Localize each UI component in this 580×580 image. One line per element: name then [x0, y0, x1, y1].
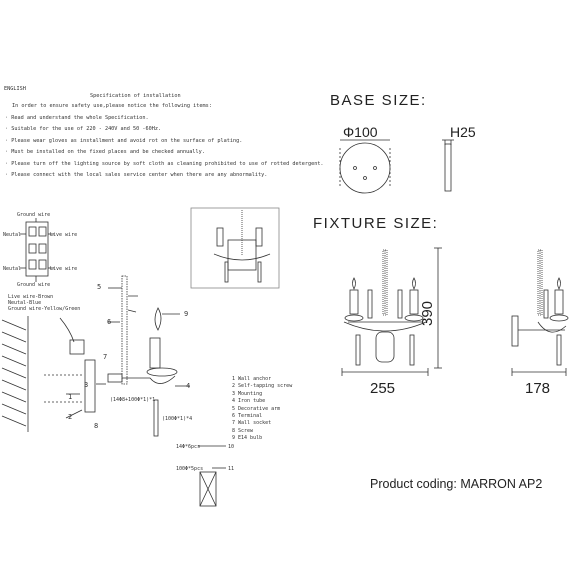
fixture-size-title: FIXTURE SIZE: — [313, 215, 439, 232]
crystal-a-label: 14Φ*6pcs — [176, 444, 201, 450]
callout-9: 9 — [184, 310, 189, 318]
fixture-width-dim: 255 — [370, 380, 396, 397]
spec-line: · Please connect with the local sales service center when there are any abnormality. — [5, 172, 268, 178]
callout-3: 3 — [84, 381, 89, 389]
terminal-block-diagram — [20, 218, 54, 282]
legend-neutal: Neutal-Blue — [8, 300, 42, 306]
exploded-assembly — [44, 276, 193, 436]
callout-8: 8 — [94, 422, 99, 430]
callout-4: 4 — [186, 382, 191, 390]
product-coding: Product coding: MARRON AP2 — [370, 477, 543, 491]
spec-line: · Please turn off the lighting source by soft cloth as cleaning prohibited to use of rotted detergent. — [5, 160, 324, 167]
callout-2: 2 — [68, 413, 73, 421]
part-item: 7 Wall socket — [232, 420, 272, 427]
callout-numbers — [68, 283, 234, 472]
spec-line: · Suitable for the use of 220 - 240V and 50 -60Hz. — [5, 126, 162, 132]
crystal-b-label: 100Φ*5pcs — [176, 466, 204, 472]
spec-line: · Read and understand the whole Specification. — [5, 114, 149, 121]
callout-5: 5 — [97, 283, 102, 291]
crystal-spares — [198, 446, 226, 506]
fixture-front-view — [342, 248, 442, 376]
ground-wire-bottom-label: Ground wire — [17, 282, 51, 288]
spec-language: ENGLISH — [4, 86, 26, 92]
callout-7: 7 — [103, 353, 108, 361]
part-item: 6 Terminal — [232, 413, 263, 420]
base-size-title: BASE SIZE: — [330, 92, 427, 109]
callout-10: 10 — [228, 444, 235, 450]
part-item: 2 Self-tapping screw — [232, 383, 293, 390]
part-item: 5 Decorative arm — [232, 405, 281, 412]
part-item: 9 E14 bulb — [232, 435, 263, 442]
dim-crystal-label: (100Φ*1)*4 — [162, 416, 193, 422]
callout-1: 1 — [68, 393, 73, 401]
fixture-side-view — [512, 250, 568, 376]
base-height: H25 — [450, 124, 476, 140]
live-label-2: Live wire — [50, 266, 78, 272]
base-plate-side-view — [442, 140, 454, 191]
legend-live: Live wire-Brown — [8, 294, 54, 300]
fixture-height-dim: 390 — [419, 300, 436, 326]
legend-ground: Ground wire-Yellow/Green — [8, 306, 81, 312]
spec-line: · Must be installed on the fixed places and be checked annually. — [5, 149, 205, 155]
fixture-thumbnail — [191, 208, 279, 288]
wall-section — [2, 316, 28, 432]
base-diameter: Φ100 — [343, 124, 378, 140]
ground-wire-top-label: Ground wire — [17, 212, 51, 218]
part-item: 3 Mounting — [232, 390, 263, 397]
callout-11: 11 — [228, 466, 235, 472]
callout-6: 6 — [107, 318, 112, 326]
spec-line: In order to ensure safety use,please notice the following items: — [12, 103, 212, 109]
fixture-depth-dim: 178 — [525, 380, 551, 397]
neutal-label-2: Neutal — [3, 266, 22, 272]
spec-heading: Specification of installation — [90, 93, 181, 99]
dim-arm-label: (14Φ8+100Φ*1)*1 — [110, 397, 156, 403]
base-plate-top-view — [340, 140, 390, 193]
neutal-label-1: Neutal — [3, 232, 22, 238]
part-item: 4 Iron tube — [232, 398, 266, 405]
part-item: 1 Wall anchor — [232, 376, 272, 382]
part-item: 8 Screw — [232, 427, 254, 434]
spec-line: · Please wear gloves as installment and avoid rot on the surface of plating. — [5, 137, 243, 144]
live-label-1: Live wire — [50, 232, 78, 238]
